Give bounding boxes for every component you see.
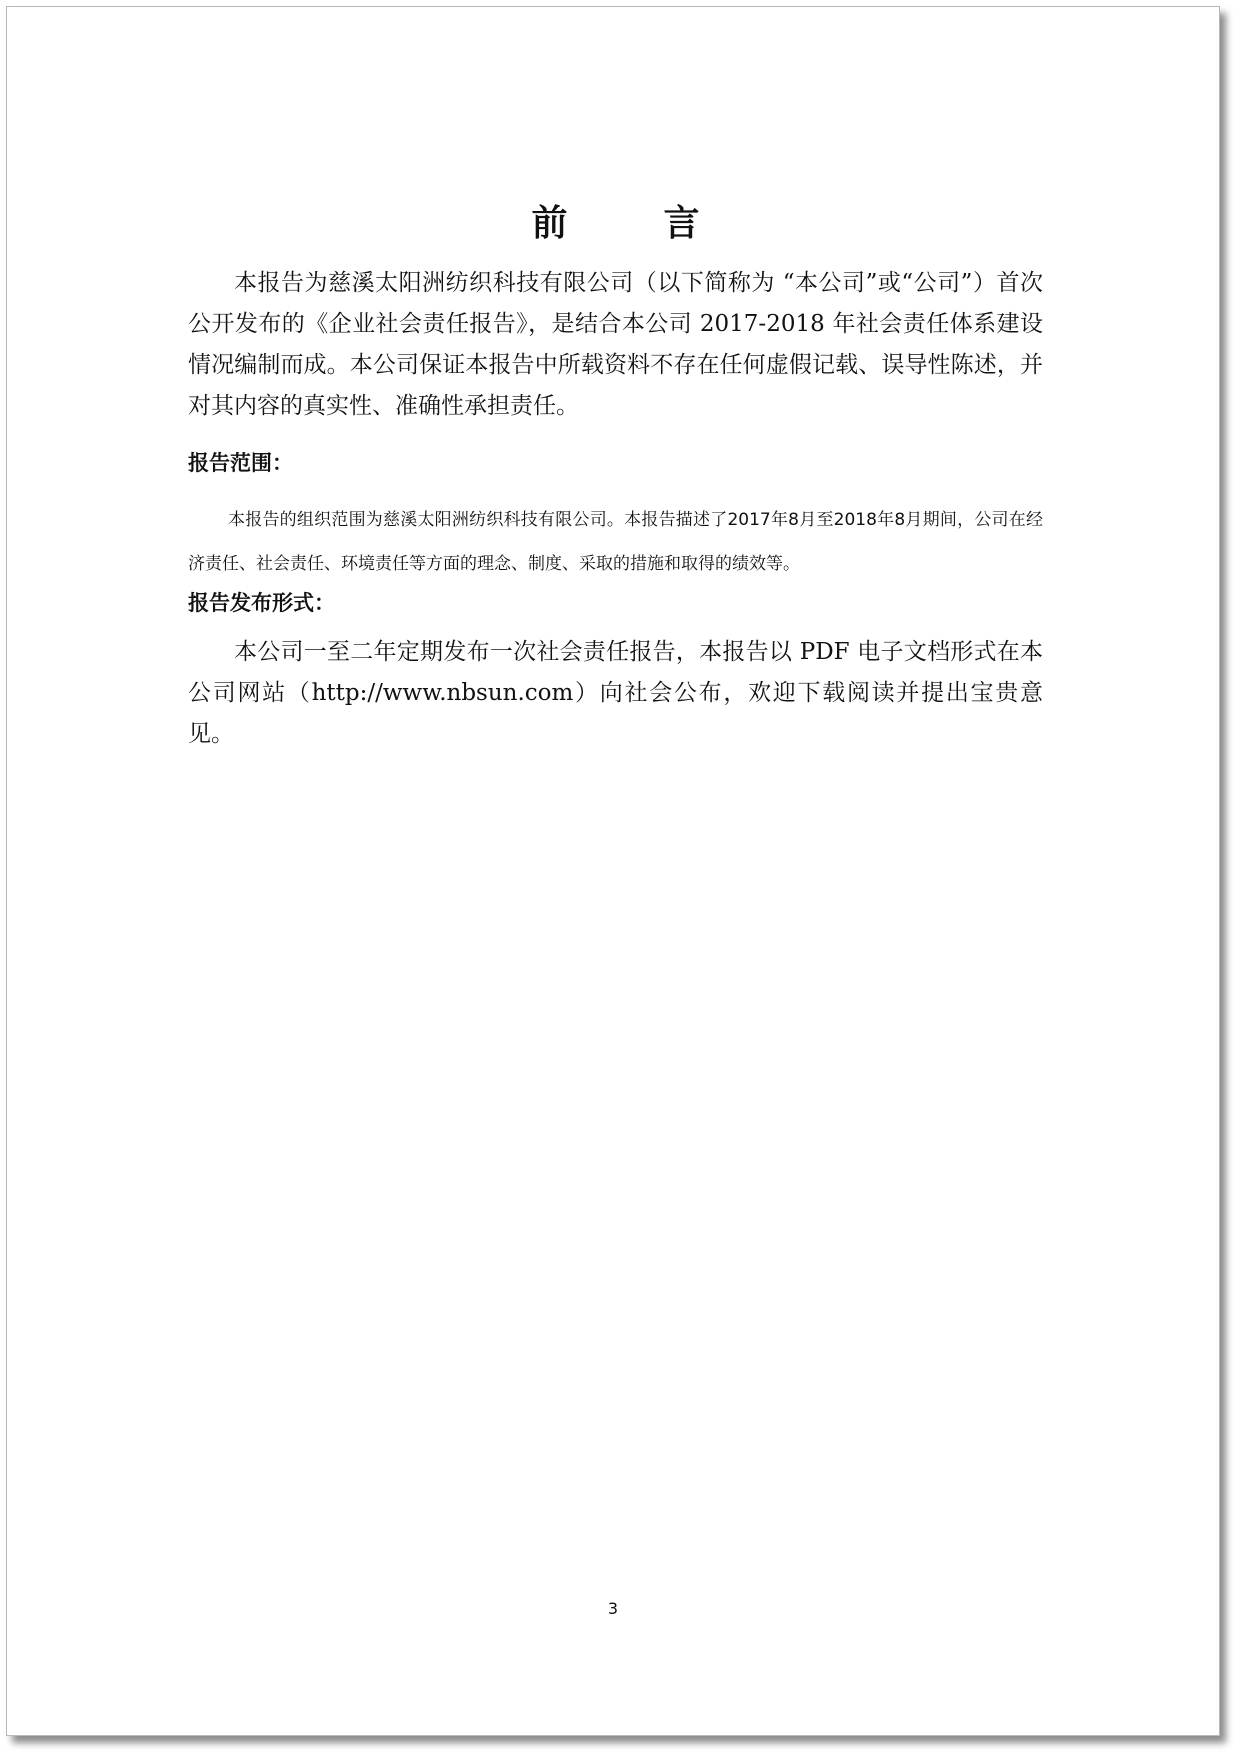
publication-heading: 报告发布形式： bbox=[188, 591, 335, 615]
publication-paragraph: 本公司一至二年定期发布一次社会责任报告，本报告以 PDF 电子文档形式在本公司网站（http://www.nbsun.com）向社会公布，欢迎下载阅读并提出宝贵意见。 bbox=[188, 639, 1043, 747]
scope-paragraph: 本报告的组织范围为慈溪太阳洲纺织科技有限公司。本报告描述了2017年8月至2018年8月期间，公司在经济责任、社会责任、环境责任等方面的理念、制度、采取的措施和取得的绩效等。 bbox=[188, 510, 1043, 574]
document-page bbox=[6, 6, 1220, 1736]
page-title: 前 言 bbox=[531, 202, 730, 244]
scope-heading: 报告范围： bbox=[188, 451, 293, 475]
intro-paragraph: 本报告为慈溪太阳洲纺织科技有限公司（以下简称为 “本公司”或“公司”）首次公开发布的《企业社会责任报告》，是结合本公司 2017-2018 年社会责任体系建设情况编制而成。本公司保证本报告中所载资料不存在任何虚假记载、误导性陈述，并对其内容的真实性、准确性承担责任。 bbox=[188, 270, 1043, 419]
page-number: 3 bbox=[607, 1599, 619, 1618]
